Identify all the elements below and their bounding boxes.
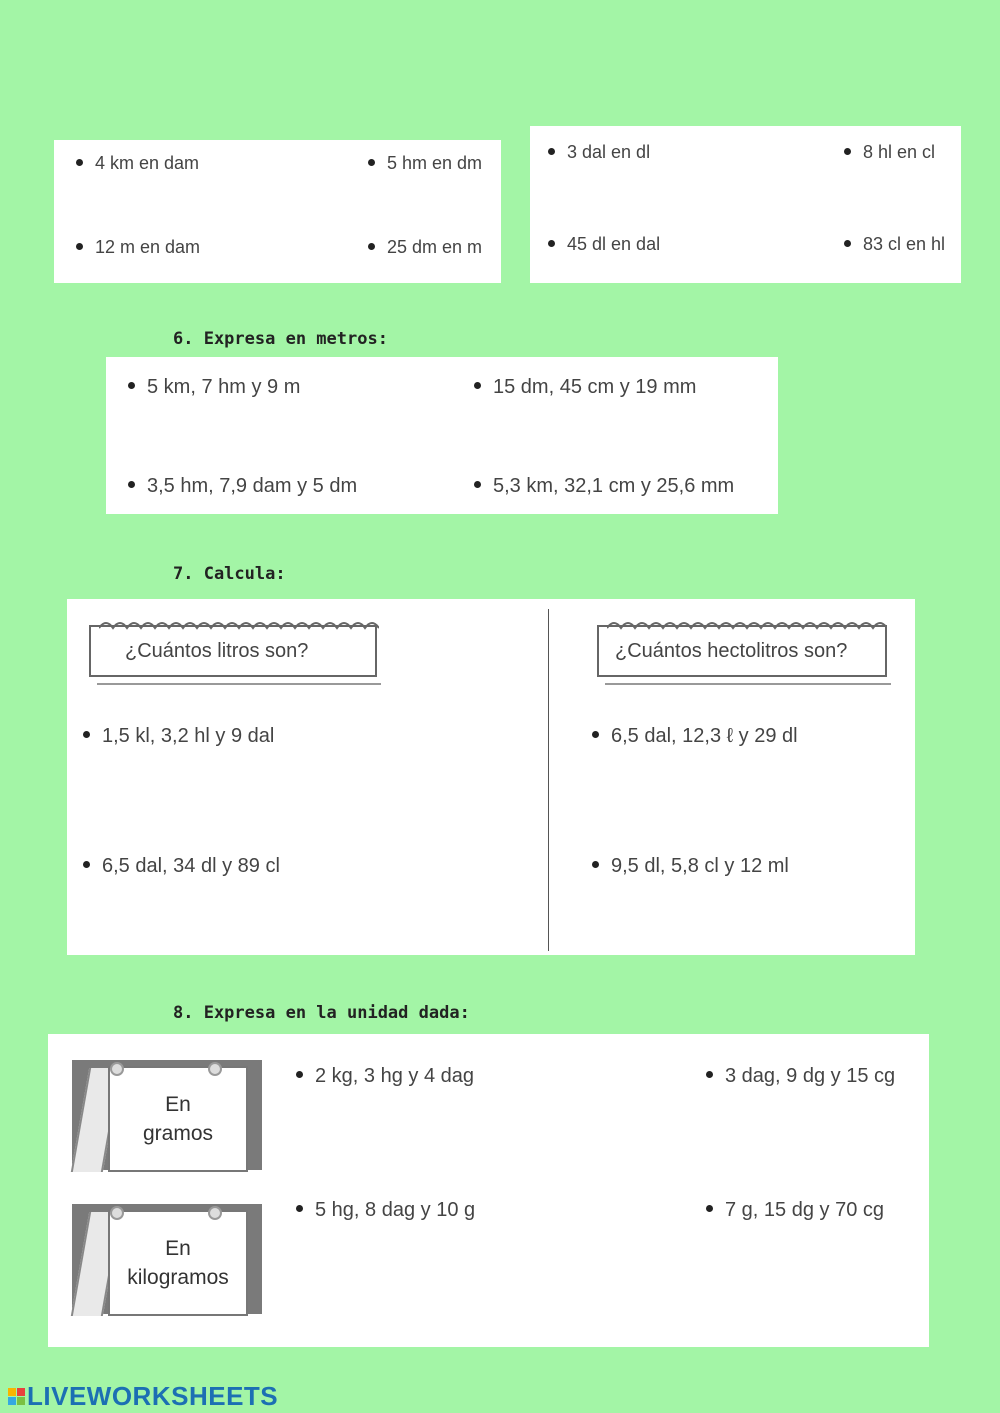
exercise-box-meters <box>106 357 778 514</box>
tag-shadow <box>605 673 891 685</box>
bullet-icon <box>76 243 83 250</box>
bullet-icon <box>76 159 83 166</box>
section-7-heading: 7. Calcula: <box>173 564 286 584</box>
spiral-binding-icon <box>99 618 379 630</box>
bullet-icon <box>83 861 90 868</box>
sign-grams <box>72 1058 262 1178</box>
list-item: 5,3 km, 32,1 cm y 25,6 mm <box>474 475 734 498</box>
bullet-icon <box>368 159 375 166</box>
list-item: 3,5 hm, 7,9 dam y 5 dm <box>128 475 357 498</box>
clip-icon <box>208 1206 222 1220</box>
bullet-icon <box>128 481 135 488</box>
sign-kilograms <box>72 1202 262 1322</box>
list-item: 1,5 kl, 3,2 hl y 9 dal <box>83 725 274 748</box>
list-item: 3 dal en dl <box>548 142 650 163</box>
sign-card: En gramos <box>108 1066 248 1172</box>
bullet-icon <box>548 148 555 155</box>
tag-label: ¿Cuántos litros son? <box>125 639 309 662</box>
sign-card: En kilogramos <box>108 1210 248 1316</box>
list-item: 12 m en dam <box>76 237 200 258</box>
bullet-icon <box>368 243 375 250</box>
bullet-icon <box>592 731 599 738</box>
clip-icon <box>110 1206 124 1220</box>
bullet-icon <box>128 382 135 389</box>
list-item: 5 hm en dm <box>368 153 482 174</box>
clip-icon <box>208 1062 222 1076</box>
exercise-box-calculate <box>67 599 915 955</box>
column-divider <box>548 609 549 951</box>
list-item: 83 cl en hl <box>844 234 945 255</box>
list-item: 6,5 dal, 34 dl y 89 cl <box>83 855 280 878</box>
bullet-icon <box>592 861 599 868</box>
liveworksheets-logo[interactable] <box>8 1381 278 1412</box>
bullet-icon <box>844 148 851 155</box>
exercise-box-capacity <box>530 126 961 283</box>
tag-hectoliters <box>597 625 887 677</box>
bullet-icon <box>474 382 481 389</box>
logo-text: LIVEWORKSHEETS <box>27 1381 279 1411</box>
list-item: 15 dm, 45 cm y 19 mm <box>474 376 696 399</box>
list-item: 6,5 dal, 12,3 ℓ y 29 dl <box>592 725 798 748</box>
bullet-icon <box>296 1205 303 1212</box>
list-item: 2 kg, 3 hg y 4 dag <box>296 1065 474 1088</box>
bullet-icon <box>706 1071 713 1078</box>
bullet-icon <box>706 1205 713 1212</box>
tag-liters <box>89 625 377 677</box>
bullet-icon <box>83 731 90 738</box>
bullet-icon <box>844 240 851 247</box>
list-item: 4 km en dam <box>76 153 199 174</box>
list-item: 5 km, 7 hm y 9 m <box>128 376 300 399</box>
clip-icon <box>110 1062 124 1076</box>
list-item: 25 dm en m <box>368 237 482 258</box>
exercise-box-length <box>54 140 501 283</box>
exercise-box-mass <box>48 1034 929 1347</box>
logo-mark-icon <box>8 1388 25 1405</box>
list-item: 9,5 dl, 5,8 cl y 12 ml <box>592 855 789 878</box>
section-6-heading: 6. Expresa en metros: <box>173 329 388 349</box>
tag-label: ¿Cuántos hectolitros son? <box>615 639 848 662</box>
bullet-icon <box>548 240 555 247</box>
list-item: 45 dl en dal <box>548 234 660 255</box>
list-item: 7 g, 15 dg y 70 cg <box>706 1199 884 1222</box>
spiral-binding-icon <box>607 618 887 630</box>
section-8-heading: 8. Expresa en la unidad dada: <box>173 1003 470 1023</box>
bullet-icon <box>474 481 481 488</box>
list-item: 3 dag, 9 dg y 15 cg <box>706 1065 895 1088</box>
list-item: 5 hg, 8 dag y 10 g <box>296 1199 475 1222</box>
bullet-icon <box>296 1071 303 1078</box>
tag-shadow <box>97 673 381 685</box>
list-item: 8 hl en cl <box>844 142 935 163</box>
